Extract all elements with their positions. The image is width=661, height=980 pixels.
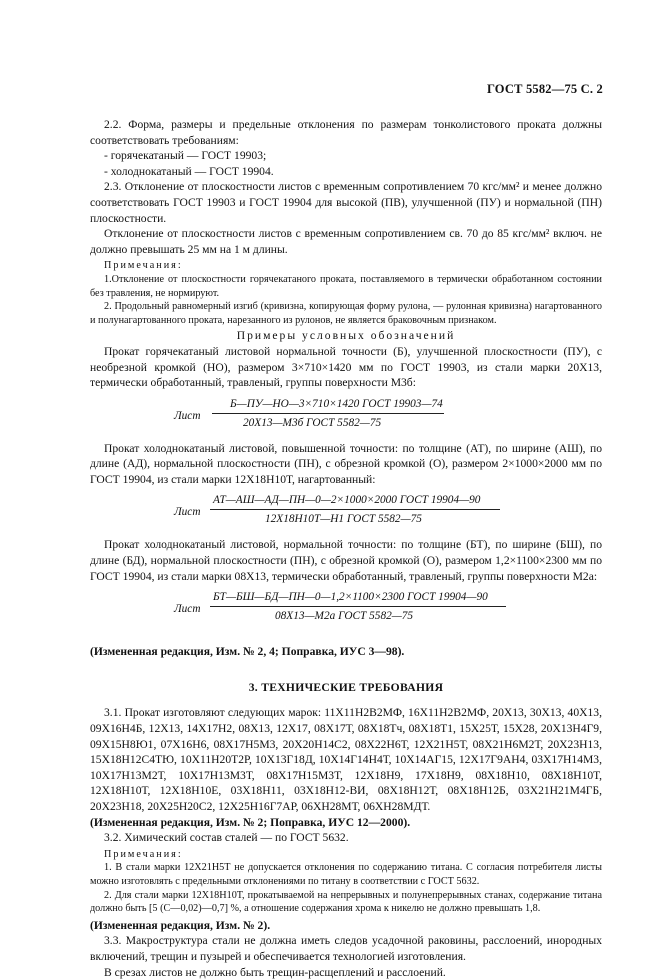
note-item: 2. Продольный равномерный изгиб (кривизна, копирующая форму рулона, — рулонная кривизна) нагартованного и полунагартованного проката, нарезанного из рулонов, не является браковочным признаком. [90, 301, 602, 326]
designation-formula [90, 397, 602, 437]
examples-title: Примеры условных обозначений [236, 329, 456, 343]
example-description: Прокат холоднокатаный листовой, нормальной точности: по толщине (БТ), по ширине (БШ), по длине (БД), нормальной плоскостности (ПН), с обрезной кромкой (О), размером 1,2×1100×2300 мм по ГОСТ 19904, из стали марки 08Х13, термически обработанный, травленый, группы поверхности М2а: [90, 538, 602, 583]
designation-formula [90, 590, 602, 630]
formula-word: Лист [174, 506, 201, 519]
formula-denominator: 12Х18Н10Т—Н1 ГОСТ 5582—75 [265, 513, 422, 526]
formula-numerator: БТ—БШ—БД—ПН—0—1,2×1100×2300 ГОСТ 19904—90 [213, 591, 488, 604]
note-item: 1.Отклонение от плоскостности горячекатаного проката, поставляемого в термически обработанном состоянии без травления, не нормируют. [90, 273, 602, 299]
clause-3-1: 3.1. Прокат изготовляют следующих марок: 11Х11Н2В2МФ, 16Х11Н2В2МФ, 20Х13, 30Х13, 40Х13, 09Х16Н4Б, 12Х13, 14Х17Н2, 08Х13, 12Х17, 08Х17Т, 08Х18Тч, 08Х18Т1, 15Х25Т, 15Х28, 20Х13Н4Г9, 09Х15Н8Ю1, 07Х16Н6, 08Х17Н5М3, 20Х20Н14С2, 08Х22Н6Т, 12Х21Н5Т, 08Х21Н6М2Т, 20Х23Н13, 15Х18Н12С4ТЮ, 10Х11Н20Т2Р, 10Х13Г18Д, 10Х14Г14Н4Т, 10Х14АГ15, 12Х17Г9АН4, 03Х17Н14М3, 10Х17Н13М2Т, 10Х17Н13М3Т, 08Х17Н15М3Т, 12Х18Н9, 17Х18Н9, 08Х18Н10, 08Х18Н10Т, 12Х18Н10Т, 12Х18Н10Е, 03Х18Н11, 03Х18Н12-ВИ, 08Х18Н12Т, 08Х18Н12Б, 03Х21Н21М4ГБ, 20Х23Н18, 20Х25Н20С2, 12Х25Н16Г7АР, 06ХН28МТ, 06ХН28МДТ. [90, 706, 602, 813]
designation-formula [90, 493, 602, 533]
clause-2-3-continued: Отклонение от плоскостности листов с временным сопротивлением св. 70 до 85 кгс/мм² включ. не должно превышать 25 мм на 1 м длины. [90, 227, 602, 256]
notes-title: Примечания: [104, 260, 183, 272]
clause-2-3: 2.3. Отклонение от плоскостности листов с временным сопротивлением 70 кгс/мм² и менее должно соответствовать ГОСТ 19903 и ГОСТ 19904 для высокой (ПВ), улучшенной (ПУ) и нормальной (ПН) плоскостности. [90, 180, 602, 225]
notes-title: Примечания: [104, 848, 183, 860]
note-item: 1. В стали марки 12Х21Н5Т не допускается отклонения по содержанию титана. С согласия потребителя листы можно изготовлять с предельными отклонениями по титану в соответствии с ГОСТ 5632. [90, 862, 602, 887]
document-body [90, 117, 602, 980]
formula-denominator: 08Х13—М2а ГОСТ 5582—75 [275, 610, 414, 623]
clause-3-3: 3.3. Макроструктура стали не должна иметь следов усадочной раковины, расслоений, инородных включений, трещин и пузырей и обеспечивается технологией изготовления. [90, 934, 602, 963]
formula-numerator: Б—ПУ—НО—3×710×1420 ГОСТ 19903—74 [230, 397, 443, 410]
clause-3-3-continued: В срезах листов не должно быть трещин-расщеплений и расслоений. [104, 965, 446, 979]
section-title: 3. ТЕХНИЧЕСКИЕ ТРЕБОВАНИЯ [248, 680, 444, 694]
formula-numerator: АТ—АШ—АД—ПН—0—2×1000×2000 ГОСТ 19904—90 [213, 494, 481, 507]
clause-2-2: 2.2. Форма, размеры и предельные отклонения по размерам тонколистового проката должны соответствовать требованиям: [90, 118, 602, 147]
fraction-bar [212, 413, 444, 414]
revision-note: (Измененная редакция, Изм. № 2, 4; Поправка, ИУС 3—98). [90, 645, 405, 659]
fraction-bar [210, 606, 506, 607]
list-item-cold-rolled: - холоднокатаный — ГОСТ 19904. [104, 164, 274, 178]
example-description: Прокат горячекатаный листовой нормальной точности (Б), улучшенной плоскостности (ПУ), с необрезной кромкой (НО), размером 3×710×1420 мм по ГОСТ 19903, из стали марки 20Х13, термически обработанный, травленый, группы поверхности М3б: [90, 344, 602, 390]
revision-note: (Измененная редакция, Изм. № 2). [90, 918, 271, 932]
fraction-bar [210, 509, 500, 510]
example-description: Прокат холоднокатаный листовой, повышенной точности: по толщине (АТ), по ширине (АШ), по длине (АД), нормальной плоскостности (ПН), с обрезной кромкой (О), размером 2×1000×2000 мм по ГОСТ 19904, из стали марки 12Х18Н10Т, нагартованный: [90, 441, 602, 486]
formula-word: Лист [174, 409, 201, 422]
formula-denominator: 20Х13—М3б ГОСТ 5582—75 [243, 416, 382, 429]
revision-note: (Измененная редакция, Изм. № 2; Поправка, ИУС 12—2000). [90, 815, 411, 829]
note-item: 2. Для стали марки 12Х18Н10Т, прокатываемой на непрерывных и полунепрерывных станах, содержание титана должно быть [5 (С—0,02)—0,7] %, а отношение содержания хрома к никелю не должно превышать 1,8. [90, 889, 602, 915]
list-item-hot-rolled: - горячекатаный — ГОСТ 19903; [104, 149, 267, 163]
formula-word: Лист [174, 603, 201, 616]
page-header: ГОСТ 5582—75 С. 2 [486, 82, 603, 96]
clause-3-2: 3.2. Химический состав сталей — по ГОСТ 5632. [104, 831, 349, 845]
